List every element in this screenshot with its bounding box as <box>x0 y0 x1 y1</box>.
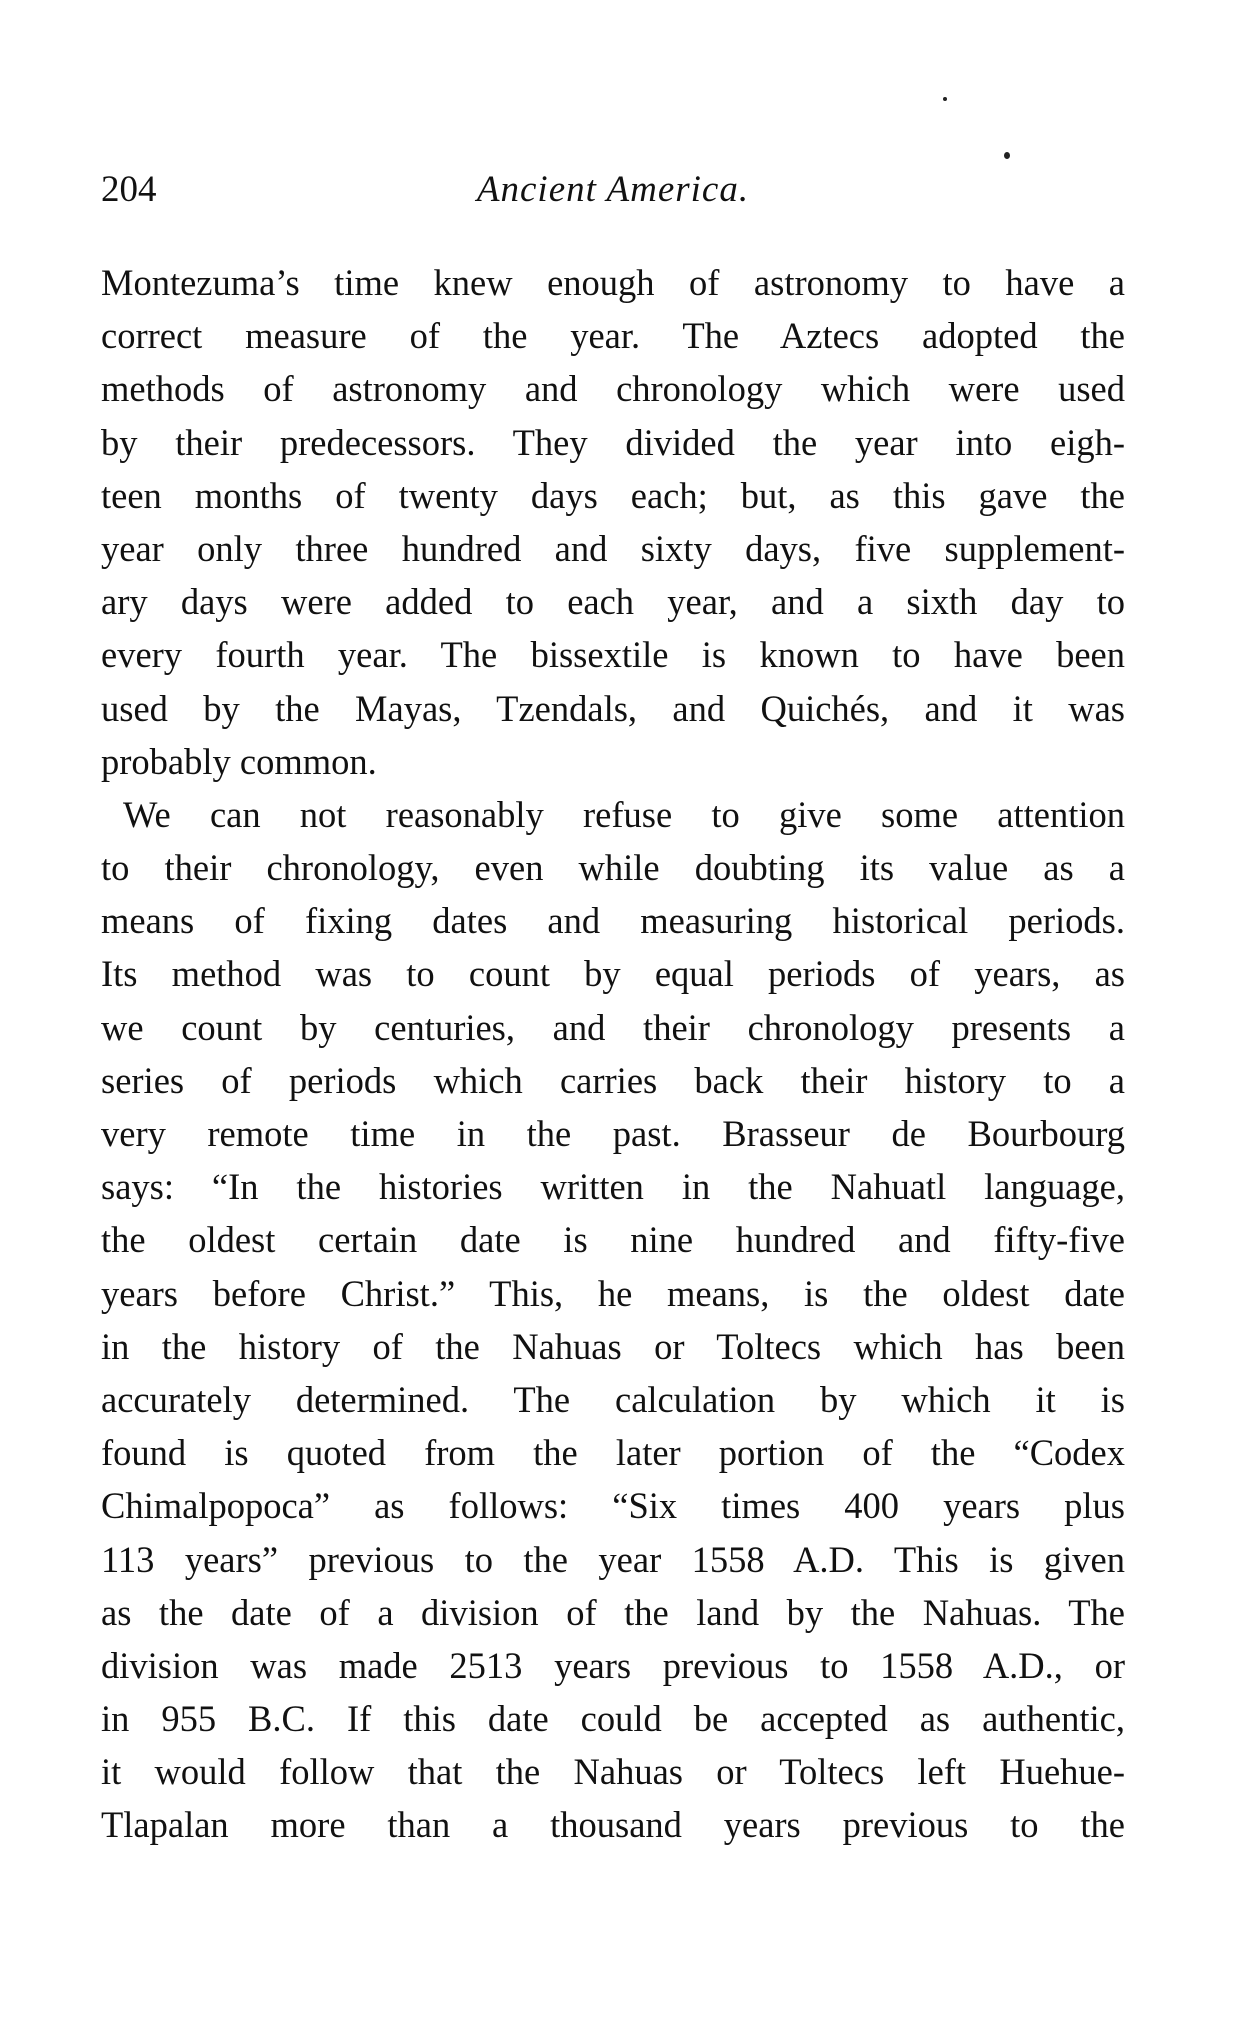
text-line: division was made 2513 years previous to 1558 A.D., or <box>101 1644 1125 1686</box>
text-line: as the date of a division of the land by the Nahuas. The <box>101 1591 1125 1633</box>
text-line: it would follow that the Nahuas or Toltecs left Huehue- <box>101 1751 1125 1793</box>
text-line: series of periods which carries back their history to a <box>101 1059 1125 1101</box>
text-line: the oldest certain date is nine hundred and fifty-five <box>101 1219 1125 1261</box>
page-body <box>101 256 1125 1852</box>
text-line: we count by centuries, and their chronology presents a <box>101 1006 1125 1048</box>
text-line: accurately determined. The calculation by which it is <box>101 1378 1125 1420</box>
page-number: 204 <box>101 169 157 210</box>
text-line: very remote time in the past. Brasseur de Bourbourg <box>101 1113 1125 1154</box>
page-header <box>101 168 1125 218</box>
text-line: probably common. <box>101 740 377 782</box>
text-line: to their chronology, even while doubting its value as a <box>101 847 1125 889</box>
text-line: found is quoted from the later portion of the “Codex <box>101 1432 1125 1474</box>
speck <box>943 97 947 101</box>
text-line: Tlapalan more than a thousand years previous to the <box>101 1804 1125 1846</box>
text-line: We can not reasonably refuse to give some attention <box>123 793 1125 835</box>
text-line: correct measure of the year. The Aztecs adopted the <box>101 315 1125 357</box>
text-line: year only three hundred and sixty days, five supplement- <box>101 527 1125 569</box>
text-line: Chimalpopoca” as follows: “Six times 400 years plus <box>101 1485 1125 1527</box>
text-line: Its method was to count by equal periods of years, as <box>101 953 1125 995</box>
text-line: says: “In the histories written in the Nahuatl language, <box>101 1166 1125 1208</box>
text-line: means of fixing dates and measuring historical periods. <box>101 900 1125 942</box>
text-line: Montezuma’s time knew enough of astronomy to have a <box>101 262 1125 303</box>
text-line: in the history of the Nahuas or Toltecs which has been <box>101 1325 1125 1367</box>
text-line: every fourth year. The bissextile is known to have been <box>101 634 1125 676</box>
text-line: 113 years” previous to the year 1558 A.D. This is given <box>101 1538 1125 1580</box>
text-line: methods of astronomy and chronology which were used <box>101 368 1125 410</box>
text-line: used by the Mayas, Tzendals, and Quichés, and it was <box>101 687 1125 729</box>
text-line: years before Christ.” This, he means, is the oldest date <box>101 1272 1125 1314</box>
text-line: teen months of twenty days each; but, as this gave the <box>101 474 1125 516</box>
running-title: Ancient America. <box>476 169 750 210</box>
text-line: by their predecessors. They divided the year into eigh- <box>101 421 1125 463</box>
text-line: in 955 B.C. If this date could be accepted as authentic, <box>101 1698 1125 1740</box>
text-line: ary days were added to each year, and a sixth day to <box>101 581 1125 623</box>
speck <box>1004 152 1010 159</box>
